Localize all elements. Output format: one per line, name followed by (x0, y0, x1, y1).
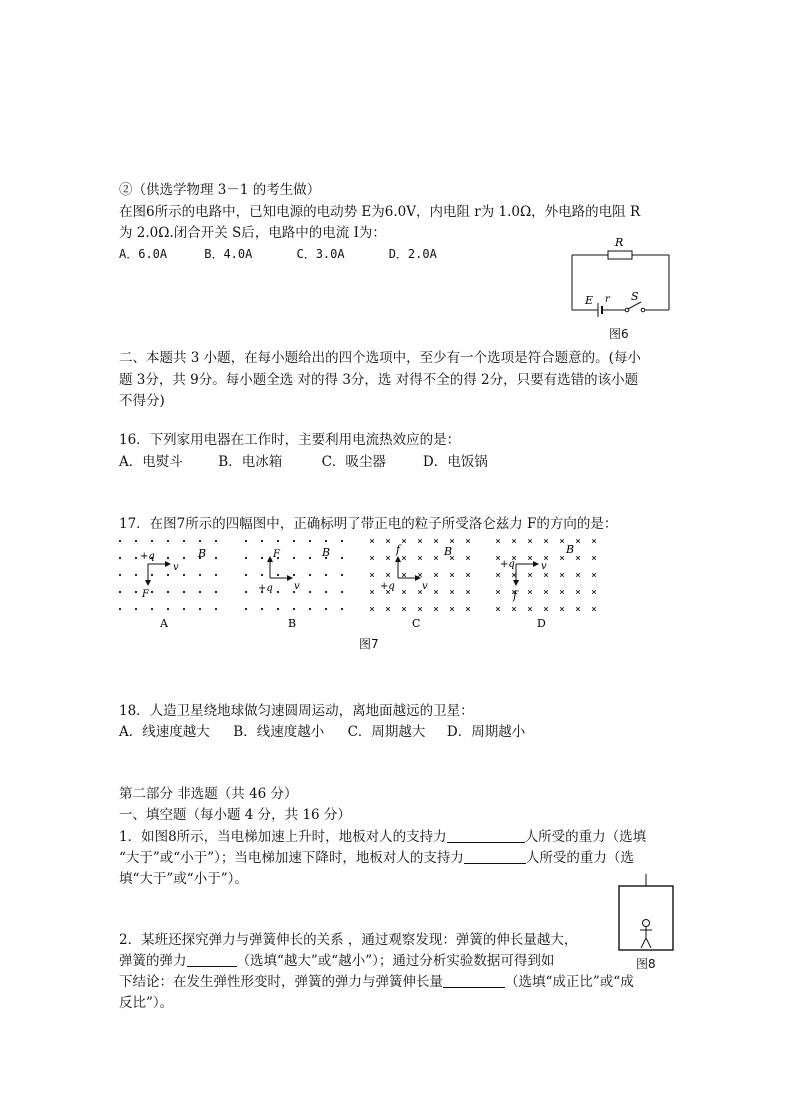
field-label-d: B (566, 543, 575, 556)
q15b-option-c: C．3.0A (296, 247, 345, 261)
field-cross (560, 573, 564, 577)
field-dot (151, 574, 153, 576)
field-cross (544, 573, 548, 577)
field-cross (576, 556, 580, 560)
field-dot (245, 591, 247, 593)
field-label-c: B (444, 545, 453, 558)
field-dot (341, 608, 343, 610)
q16-option-c: C．吸尘器 (321, 454, 386, 470)
q18-option-c: C．周期越大 (347, 724, 426, 740)
fill1-line2-a: “大于”或“小于”）；当电梯加速下降时，地板对人的支持力 (119, 850, 464, 866)
field-cross (370, 590, 374, 594)
field-cross (370, 539, 374, 543)
field-dot (119, 574, 121, 576)
fill2-line3 (119, 972, 634, 993)
field-dot (293, 574, 295, 576)
field-cross (402, 556, 406, 560)
field-cross (528, 573, 532, 577)
figure-7-panels (110, 533, 610, 633)
field-dot (119, 540, 121, 542)
field-dot (261, 574, 263, 576)
field-dot (293, 540, 295, 542)
field-dot (215, 557, 217, 559)
field-cross (402, 607, 406, 611)
field-dot (167, 540, 169, 542)
fill2-line2-a: 弹簧的弹力 (119, 953, 187, 969)
elevator-figure-8 (612, 872, 678, 956)
q15b-option-a: A．6.0A (119, 247, 168, 261)
elevator-car (619, 886, 673, 950)
velocity-label-a: v (173, 562, 179, 573)
fill1-line3: 填“大于”或“小于”）。 (119, 871, 248, 887)
field-dot (135, 557, 137, 559)
field-cross (370, 573, 374, 577)
field-dot (151, 540, 153, 542)
field-cross (576, 539, 580, 543)
field-cross (386, 573, 390, 577)
field-cross (528, 539, 532, 543)
figure-8-caption: 图8 (636, 957, 656, 971)
field-cross (560, 556, 564, 560)
field-dot (135, 540, 137, 542)
force-label-d: f (513, 589, 518, 602)
field-cross (528, 556, 532, 560)
field-dot (183, 540, 185, 542)
q15b-heading: ②（供选学物理 3－1 的考生做） (119, 182, 321, 198)
velocity-label-b: v (294, 581, 300, 592)
field-dot (119, 608, 121, 610)
q15b-option-d: D．2.0A (388, 247, 437, 261)
field-cross (496, 573, 500, 577)
fill1-line1-a: 1．如图8所示，当电梯加速上升时，地板对人的支持力 (119, 829, 447, 845)
panel-c (380, 543, 452, 630)
field-dot (183, 557, 185, 559)
field-cross (434, 590, 438, 594)
field-dot (277, 591, 279, 593)
field-dot (245, 540, 247, 542)
q15b-options (119, 244, 437, 265)
field-cross (560, 590, 564, 594)
field-cross (466, 556, 470, 560)
fill2-blank-2[interactable] (443, 973, 505, 988)
q16-option-a: A．电熨斗 (119, 454, 183, 470)
panel-a (140, 547, 206, 630)
field-cross (402, 539, 406, 543)
panel-letter-d: D (537, 617, 546, 630)
field-dot (325, 591, 327, 593)
field-dot (167, 574, 169, 576)
field-dot (341, 591, 343, 593)
q16-stem: 16．下列家用电器在工作时，主要利用电流热效应的是： (119, 432, 461, 448)
q18-option-a: A．线速度越大 (119, 724, 210, 740)
fill2-line2-b: （选填“越大”或“越小”）；通过分析实验数据可得到如 (236, 953, 555, 969)
fill2-line3-b: （选填“成正比”或“成 (505, 974, 634, 990)
figure-6-caption: 图6 (609, 327, 629, 341)
q18-option-d: D．周期越小 (446, 724, 526, 740)
field-dot (215, 574, 217, 576)
field-dot (261, 557, 263, 559)
resistor-r-symbol (608, 251, 632, 259)
field-label-b: B (322, 546, 331, 559)
field-cross (402, 590, 406, 594)
field-cross (386, 607, 390, 611)
field-dot (215, 540, 217, 542)
fill2-line3-a: 下结论：在发生弹性形变时，弹簧的弹力与弹簧伸长量 (119, 974, 443, 990)
field-cross (434, 556, 438, 560)
q15b-stem-line2: 为 2.0Ω.闭合开关 S后，电路中的电流 I为： (119, 225, 386, 241)
q15b-option-b: B．4.0A (204, 247, 253, 261)
field-dot (261, 540, 263, 542)
field-dot (277, 574, 279, 576)
charge-label-d: +q (500, 559, 515, 570)
field-dot (167, 608, 169, 610)
field-cross (592, 607, 596, 611)
field-cross (466, 607, 470, 611)
field-cross (576, 607, 580, 611)
field-cross (560, 539, 564, 543)
field-cross (496, 590, 500, 594)
q18-stem: 18．人造卫星绕地球做匀速圆周运动，离地面越远的卫星： (119, 703, 474, 719)
q16-options (119, 452, 488, 473)
field-dot (245, 557, 247, 559)
force-label-c: f (396, 543, 401, 556)
field-dot (119, 557, 121, 559)
field-cross (592, 539, 596, 543)
part2-subheading: 一、填空题（每小题 4 分，共 16 分） (119, 807, 351, 823)
field-dot (277, 608, 279, 610)
fill1-line2-b: 人所受的重力（选 (525, 850, 634, 866)
field-cross (528, 590, 532, 594)
field-cross (418, 607, 422, 611)
field-dot (199, 574, 201, 576)
fill2-line1: 2．某班还探究弹力与弹簧伸长的关系 ，通过观察发现：弹簧的伸长量越大， (119, 932, 578, 948)
field-dot (309, 574, 311, 576)
field-dot (167, 591, 169, 593)
field-dot (199, 591, 201, 593)
q17-stem: 17．在图7所示的四幅图中，正确标明了带正电的粒子所受洛仑兹力 F的方向的是： (119, 516, 618, 532)
fill1-line1 (119, 827, 646, 848)
fill1-blank-2[interactable] (464, 849, 526, 864)
panel-letter-c: C (412, 617, 421, 630)
part2-heading: 第二部分 非选题（共 46 分） (119, 786, 298, 802)
field-cross (592, 573, 596, 577)
field-dot (245, 574, 247, 576)
field-dot (215, 591, 217, 593)
field-dot (341, 540, 343, 542)
field-cross (386, 556, 390, 560)
force-label-a: F (142, 589, 149, 600)
field-dot (183, 591, 185, 593)
label-s: S (631, 290, 639, 303)
q16-option-d: D．电饭锅 (422, 454, 488, 470)
field-dot (309, 540, 311, 542)
field-cross (544, 590, 548, 594)
field-dot (293, 557, 295, 559)
field-cross (576, 590, 580, 594)
field-dot (183, 608, 185, 610)
field-dot (325, 608, 327, 610)
field-dot (119, 591, 121, 593)
field-dot (151, 608, 153, 610)
field-dot (135, 591, 137, 593)
panel-letter-a: A (160, 617, 168, 630)
fill1-line2 (119, 848, 634, 869)
field-dot (309, 557, 311, 559)
field-dot (215, 608, 217, 610)
field-cross (434, 573, 438, 577)
figure-7-caption: 图7 (359, 637, 379, 651)
field-cross (450, 590, 454, 594)
label-r-lower: r (605, 294, 610, 305)
field-cross (434, 539, 438, 543)
field-cross (450, 573, 454, 577)
field-dot (293, 608, 295, 610)
field-cross (418, 539, 422, 543)
field-cross (512, 573, 516, 577)
field-dot (199, 540, 201, 542)
field-cross (576, 573, 580, 577)
label-e: E (585, 294, 594, 307)
field-cross (370, 607, 374, 611)
field-cross (560, 607, 564, 611)
field-cross (544, 556, 548, 560)
field-dot (135, 608, 137, 610)
field-cross (466, 539, 470, 543)
fill2-line2 (119, 951, 554, 972)
charge-label-c: +q (380, 581, 395, 592)
field-cross (418, 556, 422, 560)
field-dot (261, 608, 263, 610)
field-cross (528, 607, 532, 611)
field-dot (167, 557, 169, 559)
field-cross (496, 607, 500, 611)
field-dot (135, 574, 137, 576)
field-cross (512, 607, 516, 611)
field-dot (325, 574, 327, 576)
force-label-b: F (273, 549, 280, 560)
field-cross (386, 539, 390, 543)
label-r-upper: R (615, 236, 624, 249)
field-dot (183, 574, 185, 576)
field-cross (466, 573, 470, 577)
field-dot (341, 557, 343, 559)
panel-d (500, 543, 574, 630)
field-dot (341, 574, 343, 576)
q18-options (119, 722, 525, 743)
section2-intro-line1: 二、本题共 3 小题，在每小题给出的四个选项中，至少有一个选项是符合题意的。(每小 (119, 350, 641, 366)
section2-intro-line3: 不得分) (119, 393, 165, 409)
field-cross (370, 556, 374, 560)
field-cross (402, 573, 406, 577)
field-cross (544, 539, 548, 543)
field-cross (450, 607, 454, 611)
field-dot (199, 608, 201, 610)
fill2-line4: 反比”）。 (119, 995, 174, 1011)
fill1-blank-1[interactable] (447, 828, 525, 843)
field-cross (466, 590, 470, 594)
field-dot (277, 540, 279, 542)
field-dot (325, 540, 327, 542)
field-dot (151, 591, 153, 593)
velocity-label-d: v (541, 561, 547, 572)
field-label-a: B (198, 547, 207, 560)
section2-intro-line2: 题 3分，共 9分。每小题全选 对的得 3分，选 对得不全的得 2分，只要有选错的该小题 (119, 372, 639, 388)
field-cross (592, 556, 596, 560)
fill2-blank-1[interactable] (187, 952, 237, 967)
field-cross (496, 539, 500, 543)
field-dot (309, 591, 311, 593)
fill1-line1-b: 人所受的重力（选填 (524, 829, 647, 845)
field-cross (418, 573, 422, 577)
charge-label-b: +q (258, 583, 273, 594)
q15b-stem-line1: 在图6所示的电路中，已知电源的电动势 E为6.0V，内电阻 r为 1.0Ω，外电路的电阻 R (119, 204, 641, 220)
velocity-label-c: v (422, 581, 428, 592)
q18-option-b: B．线速度越小 (233, 724, 325, 740)
charge-label-a: +q (140, 551, 155, 562)
q16-option-b: B．电冰箱 (218, 454, 283, 470)
field-dot (309, 608, 311, 610)
field-dot (245, 608, 247, 610)
field-cross (434, 607, 438, 611)
panel-letter-b: B (288, 617, 297, 630)
field-cross (512, 539, 516, 543)
field-cross (450, 539, 454, 543)
field-cross (592, 590, 596, 594)
field-cross (544, 607, 548, 611)
